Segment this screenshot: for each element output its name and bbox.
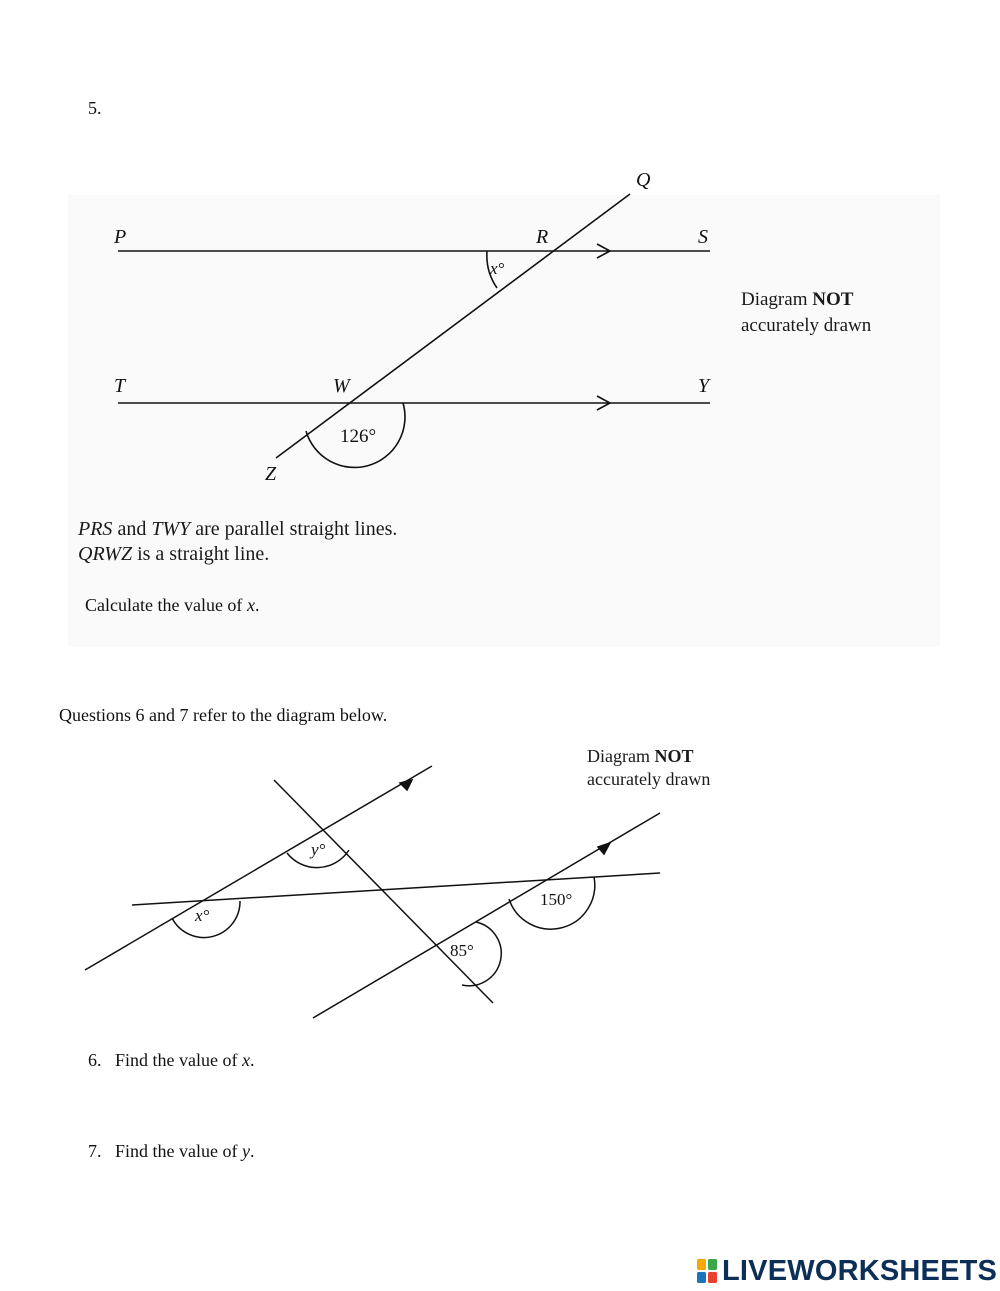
q7-suffix: . [249, 1141, 255, 1161]
q5-qrwz: QRWZ [78, 543, 133, 565]
angle-85-label: 85° [450, 941, 474, 960]
q5-note-bold: NOT [812, 289, 854, 310]
q5-note-prefix: Diagram [741, 289, 813, 310]
q6-number: 6. [88, 1050, 102, 1070]
q5-twy: TWY [151, 518, 191, 540]
q7-number: 7. [88, 1141, 102, 1161]
q5-note-line2: accurately drawn [741, 315, 872, 336]
liveworksheets-logo [696, 1254, 997, 1288]
parallel-line-upper [85, 766, 432, 970]
q7-prefix: Find the value of [115, 1141, 242, 1161]
label-y: Y [698, 375, 710, 397]
liveworksheets-logo-icon [696, 1258, 718, 1284]
q6-suffix: . [249, 1050, 255, 1070]
q5-statement-2-end: is a straight line. [132, 543, 270, 565]
transversal-horizontal [132, 873, 660, 905]
q7-prompt [88, 1141, 254, 1162]
angle-150-label: 150° [540, 890, 573, 909]
label-q: Q [636, 169, 651, 191]
q67-note [587, 745, 710, 791]
label-t: T [114, 375, 126, 397]
q5-prompt [85, 595, 259, 616]
angle-126-label: 126° [340, 426, 377, 447]
diagram-q67 [85, 766, 660, 1018]
label-p: P [114, 226, 127, 248]
transversal-diagonal [274, 780, 493, 1003]
question-5-number: 5. [88, 98, 102, 118]
q5-note [741, 287, 871, 339]
arrow-upper [400, 780, 412, 790]
q67-note-bold: NOT [654, 746, 694, 766]
label-r: R [536, 226, 549, 248]
q6-prefix: Find the value of [115, 1050, 242, 1070]
q67-intro: Questions 6 and 7 refer to the diagram below. [59, 705, 388, 725]
q5-prompt-var: x [246, 595, 255, 615]
q6-var: x [241, 1050, 250, 1070]
q5-statement-1-end: are parallel straight lines. [190, 518, 398, 540]
q5-prs: PRS [78, 518, 113, 540]
angle-x-label: x° [490, 259, 505, 278]
q5-statement-2 [78, 543, 269, 566]
q5-prompt-suffix: . [254, 595, 260, 615]
angle-y-label: y° [311, 840, 326, 859]
q5-and: and [112, 518, 152, 540]
diagram-q5 [118, 194, 710, 467]
arrow-lower [598, 843, 610, 854]
line-qrwz [276, 194, 630, 458]
label-s: S [698, 226, 708, 248]
label-z: Z [265, 463, 277, 485]
label-w: W [333, 375, 350, 397]
q67-note-line2: accurately drawn [587, 769, 711, 789]
q5-statement-1 [78, 518, 397, 541]
q67-note-prefix: Diagram [587, 746, 655, 766]
logo-text: LIVEWORKSHEETS [722, 1254, 998, 1287]
q7-var: y [241, 1141, 250, 1161]
q5-prompt-prefix: Calculate the value of [85, 595, 247, 615]
q6-prompt [88, 1050, 254, 1071]
angle-x2-label: x° [195, 906, 210, 925]
